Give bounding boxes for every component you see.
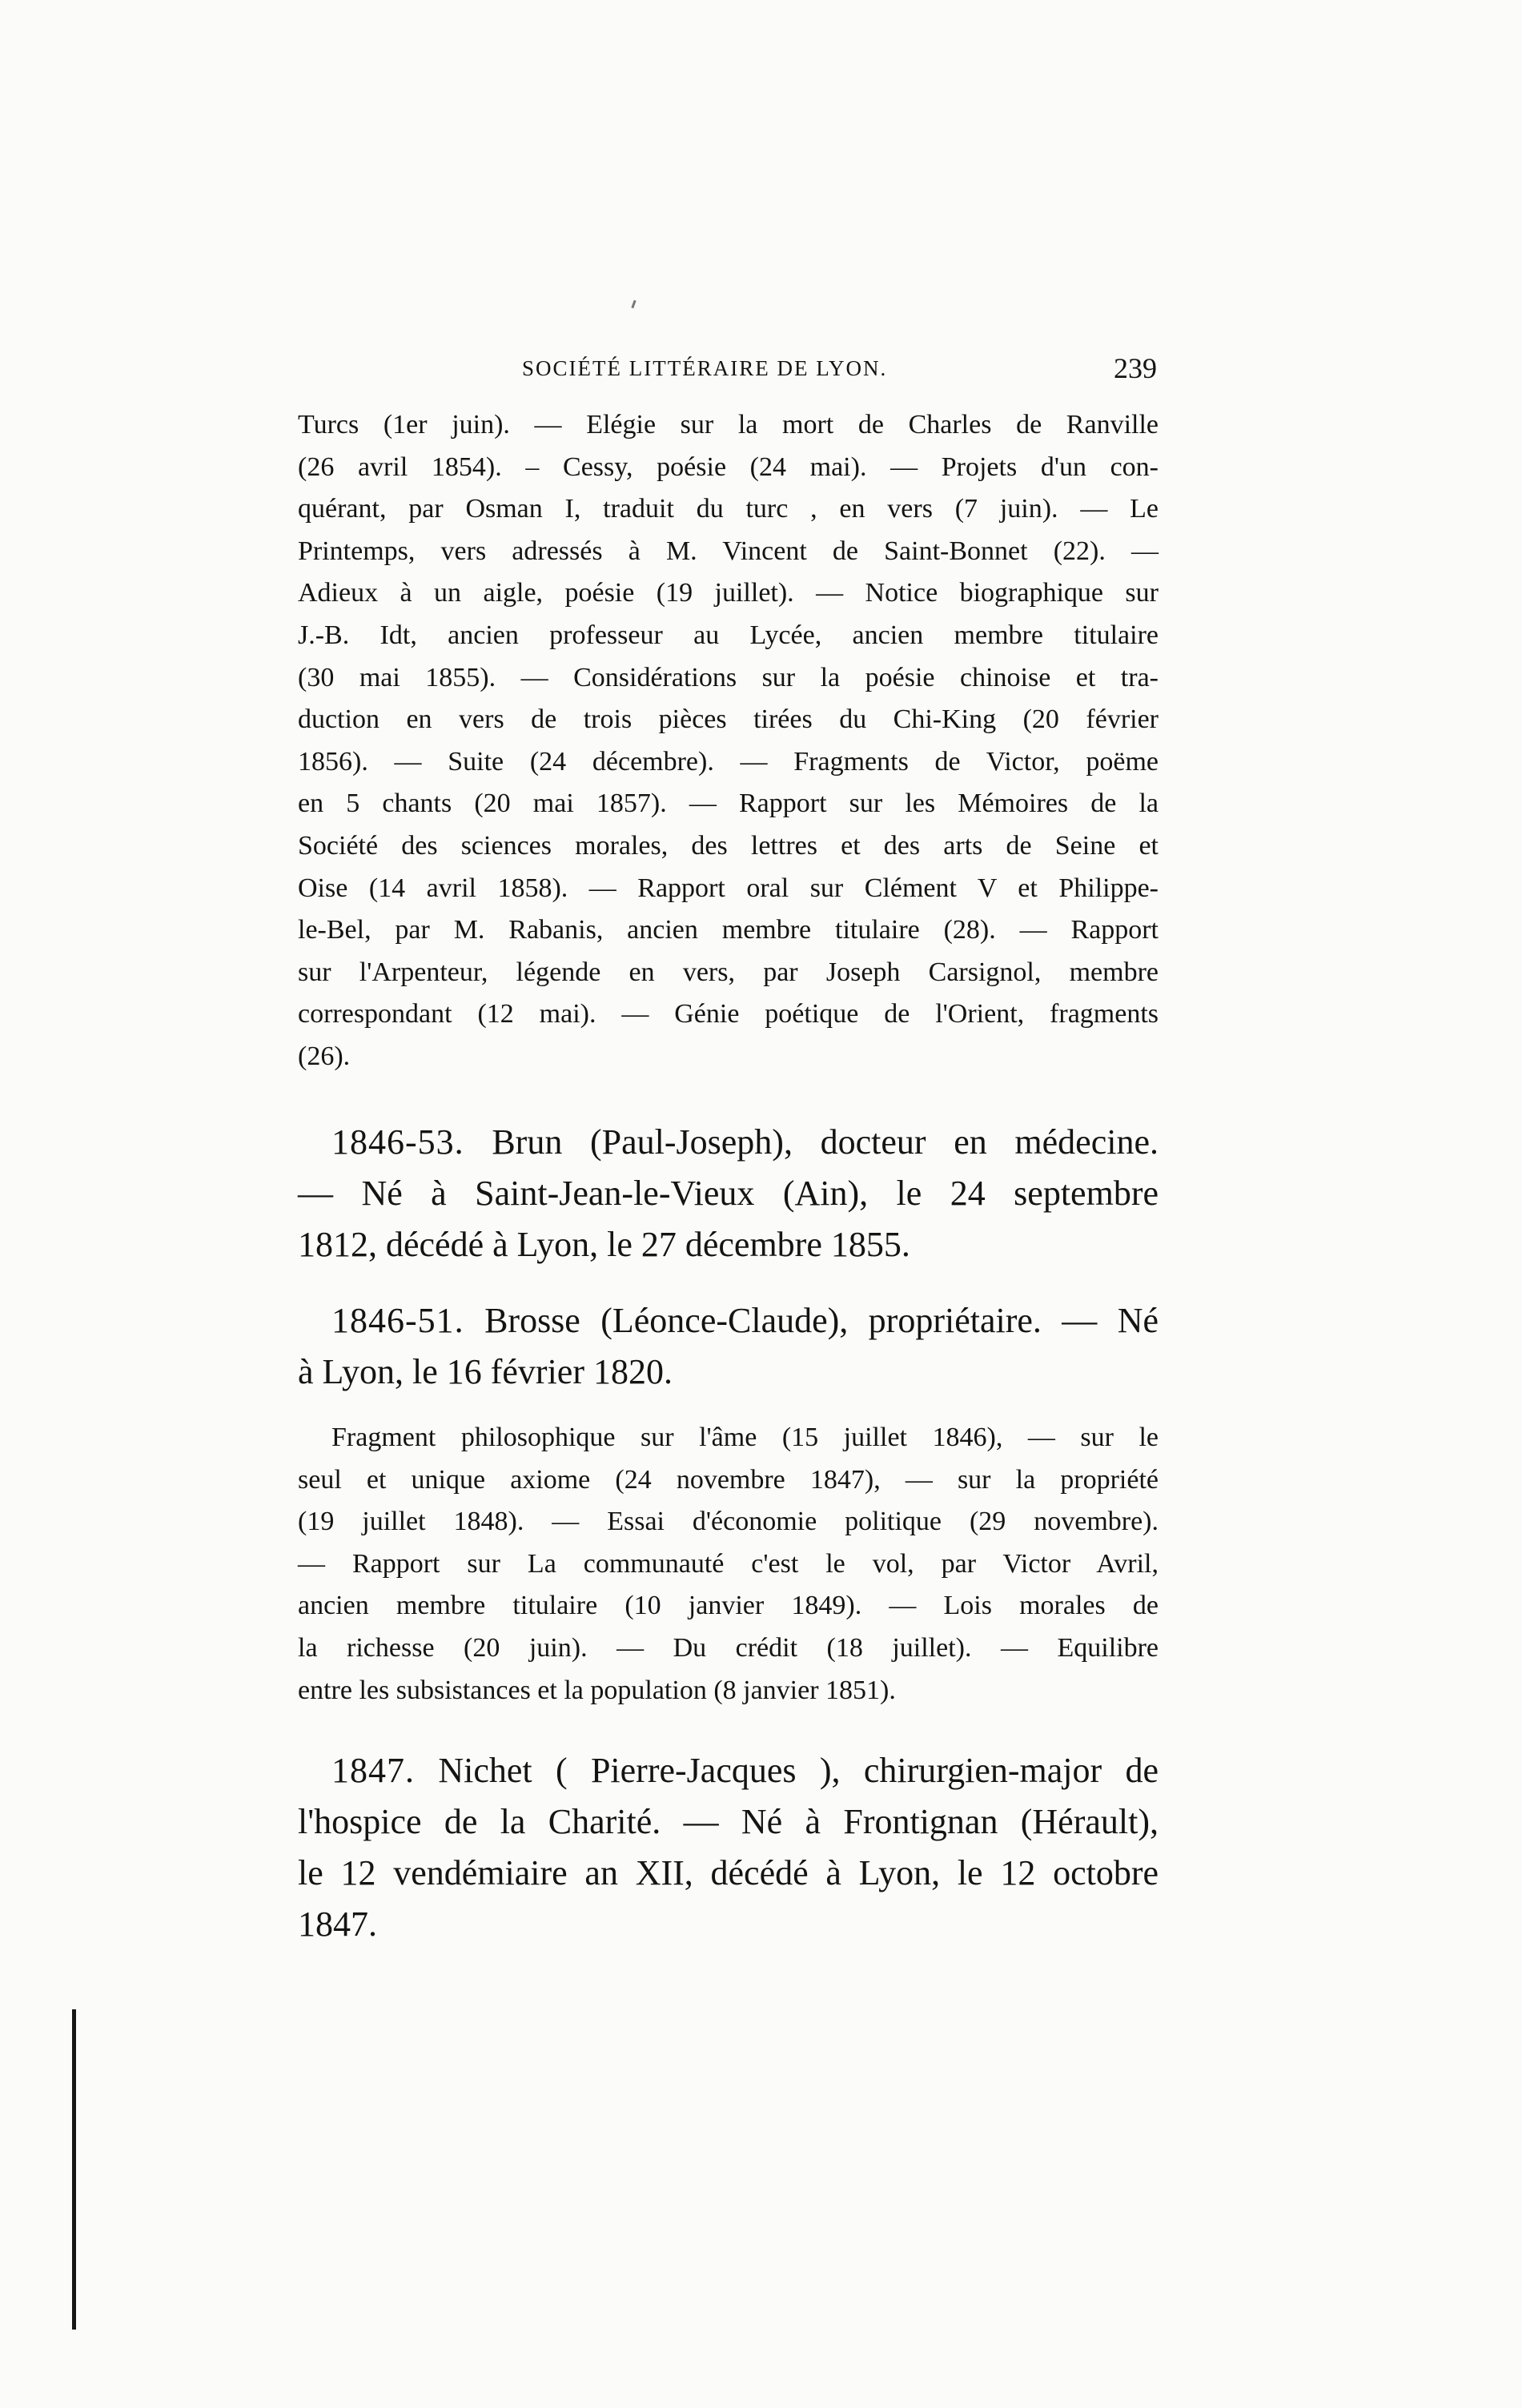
text-line: 1856). — Suite (24 décembre). — Fragments de Victor, poëme	[298, 746, 1159, 777]
text-line: à Lyon, le 16 février 1820.	[298, 1352, 673, 1391]
entry-year: 1846-53.	[331, 1122, 464, 1162]
text-line: J.-B. Idt, ancien professeur au Lycée, ancien membre titulaire	[298, 620, 1159, 650]
text-line: Turcs (1er juin). — Elégie sur la mort de Charles de Ranville	[298, 410, 1159, 439]
entry-year: 1847.	[331, 1751, 415, 1790]
text-line: 1847.	[298, 1904, 377, 1944]
text-line: Adieux à un aigle, poésie (19 juillet). — Notice biographique sur	[298, 578, 1159, 608]
paragraph-bibliography-continued	[298, 404, 1159, 1078]
entry-brun	[298, 1117, 1159, 1270]
text-line: sur l'Arpenteur, légende en vers, par Joseph Carsignol, membre	[298, 957, 1159, 987]
text-line: ancien membre titulaire (10 janvier 1849). — Lois morales de	[298, 1591, 1159, 1621]
entry-first-line	[298, 1295, 1159, 1346]
text-line: (26 avril 1854). – Cessy, poésie (24 mai). — Projets d'un con-	[298, 451, 1159, 482]
stray-mark	[631, 300, 636, 308]
text-line: correspondant (12 mai). — Génie poétique de l'Orient, fragments	[298, 999, 1159, 1029]
entry-brosse	[298, 1295, 1159, 1398]
text-line: (19 juillet 1848). — Essai d'économie politique (29 novembre).	[298, 1507, 1159, 1537]
entry-first-line	[298, 1745, 1159, 1796]
text-line: seul et unique axiome (24 novembre 1847), — sur la propriété	[298, 1464, 1159, 1495]
margin-rule	[72, 2009, 76, 2330]
text-line: l'hospice de la Charité. — Né à Frontignan (Hérault),	[298, 1802, 1159, 1841]
text-line: Oise (14 avril 1858). — Rapport oral sur Clément V et Philippe-	[298, 873, 1159, 903]
page-number: 239	[1114, 352, 1157, 384]
entry-nichet	[298, 1745, 1159, 1950]
text-line: Brun (Paul-Joseph), docteur en médecine.	[492, 1122, 1159, 1162]
text-line: le 12 vendémiaire an XII, décédé à Lyon, le 12 octobre	[298, 1853, 1159, 1892]
text-line: (26).	[298, 1041, 351, 1071]
text-line: la richesse (20 juin). — Du crédit (18 juillet). — Equilibre	[298, 1632, 1159, 1663]
text-line: entre les subsistances et la population (8 janvier 1851).	[298, 1675, 896, 1705]
paragraph-brosse-works	[298, 1417, 1159, 1712]
text-line: — Né à Saint-Jean-le-Vieux (Ain), le 24 septembre	[298, 1174, 1159, 1213]
text-line: — Rapport sur La communauté c'est le vol, par Victor Avril,	[298, 1548, 1159, 1579]
text-line: en 5 chants (20 mai 1857). — Rapport sur les Mémoires de la	[298, 789, 1159, 819]
running-head: SOCIÉTÉ LITTÉRAIRE DE LYON.	[522, 356, 888, 380]
entry-year: 1846-51.	[331, 1301, 464, 1340]
text-line: Nichet ( Pierre-Jacques ), chirurgien-major de	[438, 1751, 1159, 1790]
text-line: quérant, par Osman I, traduit du turc , en vers (7 juin). — Le	[298, 494, 1159, 524]
text-line: le-Bel, par M. Rabanis, ancien membre titulaire (28). — Rapport	[298, 915, 1159, 945]
text-line: Fragment philosophique sur l'âme (15 juillet 1846), — sur le	[331, 1423, 1159, 1452]
text-line: Société des sciences morales, des lettres et des arts de Seine et	[298, 830, 1159, 861]
text-line: Brosse (Léonce-Claude), propriétaire. — Né	[484, 1301, 1159, 1340]
page-header	[304, 352, 1157, 384]
text-line: 1812, décédé à Lyon, le 27 décembre 1855.	[298, 1225, 910, 1264]
text-line: (30 mai 1855). — Considérations sur la poésie chinoise et tra-	[298, 662, 1159, 692]
entry-first-line	[298, 1117, 1159, 1168]
text-line: duction en vers de trois pièces tirées du Chi-King (20 février	[298, 704, 1159, 735]
text-line: Printemps, vers adressés à M. Vincent de Saint-Bonnet (22). —	[298, 536, 1159, 566]
